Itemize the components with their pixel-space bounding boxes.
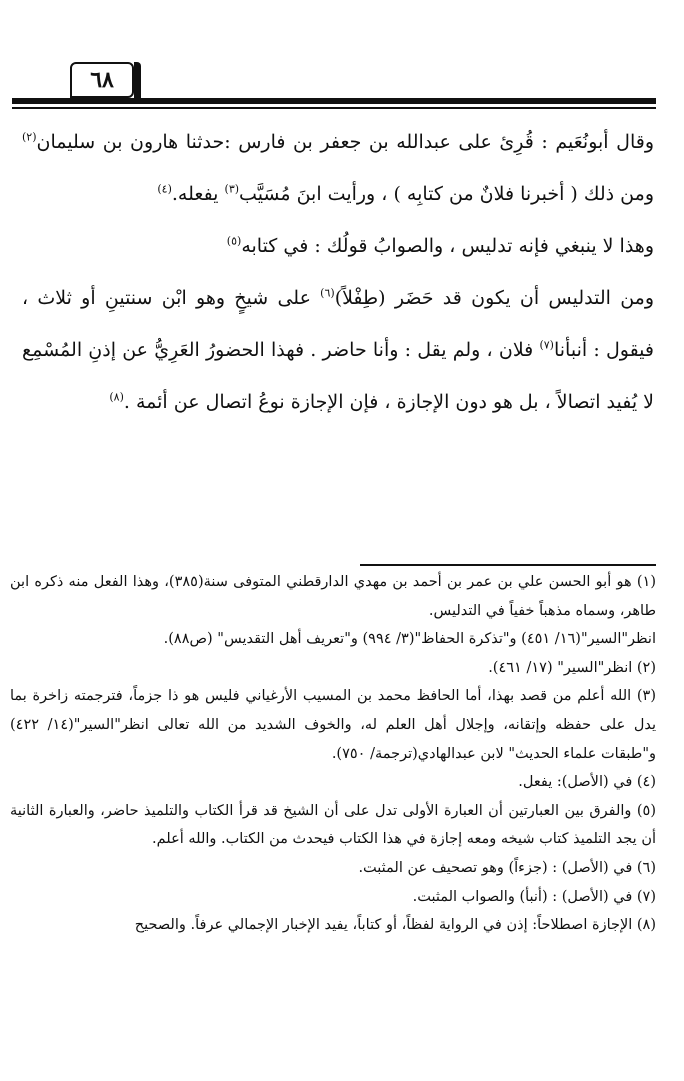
footnote-ref-6: (٦) (320, 286, 335, 300)
paragraph-3 (22, 272, 654, 428)
footnote-4: (٤) في (الأصل): يفعل. (518, 774, 656, 791)
footnote-1-sources: انظر"السير"(١٦/ ٤٥١) و"تذكرة الحفاظ"(٣/ ٩٩٤) و"تعريف أهل التقديس" (ص٨٨). (163, 631, 656, 648)
footnote-2: (٢) انظر"السير" (١٧/ ٤٦١). (488, 659, 656, 676)
footnote-ref-8: (٨) (109, 390, 124, 404)
text: ومن ذلك ( أخبرنا فلانٌ من كتابِه ) ، ورأيت ابنَ مُسَيَّب (239, 183, 654, 205)
footnote-6: (٦) في (الأصل) : (جزءاً) وهو تصحيف عن المثبت. (358, 859, 656, 876)
text: على شيخٍ وهو ابْن سنتينِ أو ثلاث ، فيقول : أنبأنا (22, 287, 654, 361)
footnote-1: (١) هو أبو الحسن علي بن عمر بن أحمد بن مهدي الدارقطني المتوفى سنة(٣٨٥)، وهذا الفعل منه ذكره ابن طاهر، وسماه مذهباً خفياً في التدليس. (10, 574, 656, 619)
footnote-ref-4: (٤) (157, 182, 172, 196)
paragraph-2 (22, 220, 654, 272)
header-rule-thick (12, 98, 656, 104)
footnotes (10, 568, 656, 940)
text: وقال أبونُعَيم : قُرِئ على عبدالله بن جعفر بن فارس :حدثنا هارون بن سليمان (36, 131, 654, 153)
footnote-ref-7: (٧) (539, 338, 554, 352)
footnote-3: (٣) الله أعلم من قصد بهذا، أما الحافظ محمد بن المسيب الأرغياني فليس هو ذا جزماً، فترجمته زاخرة بما يدل على حفظه وإتقانه، وإجلال أهل العلم له، والخوف الشديد من الله تعالى انظر"السير"(١٤/ ٤٢٢) و"طبقات علماء الحديث" لابن عبدالهادي(ترجمة/ ٧٥٠). (10, 688, 656, 762)
text: فلان ، ولم يقل : وأنا حاضر . فهذا الحضورُ العَرِيُّ عن إذنِ المُسْمِع لا يُفيد اتصالاً ، بل هو دون الإجازة ، فإن الإجازة نوعُ اتصال عن أئمة . (22, 339, 654, 413)
text: ومن التدليس أن يكون قد حَضَر (طِفْلاً) (334, 287, 655, 309)
footnote-ref-3: (٣) (224, 182, 240, 196)
page-number-box (70, 62, 134, 98)
header-rule-thin (12, 107, 656, 109)
main-text (22, 116, 654, 428)
footnote-8: (٨) الإجازة اصطلاحاً: إذن في الرواية لفظاً، أو كتاباً، يفيد الإخبار الإجمالي عرفاً. والصحيح (134, 917, 656, 934)
footnote-separator (360, 564, 656, 566)
text: وهذا لا ينبغي فإنه تدليس ، والصوابُ قولُك : في كتابه (241, 235, 654, 257)
text: يفعله. (171, 183, 225, 205)
paragraph-1 (22, 116, 654, 220)
footnote-5: (٥) والفرق بين العبارتين أن العبارة الأولى تدل على أن الشيخ قد قرأ الكتاب والتلميذ حاضر، والعبارة الثانية أن يجد التلميذ كتاب شيخه ومعه إجازة في هذا الكتاب فيحدث من الكتاب. والله أعلم. (10, 802, 656, 848)
footnote-ref-5: (٥) (226, 234, 242, 248)
page-number: ٦٨ (90, 67, 114, 93)
footnote-7: (٧) في (الأصل) : (أنبأ) والصواب المثبت. (412, 888, 656, 905)
footnote-ref-2: (٢) (22, 130, 37, 144)
